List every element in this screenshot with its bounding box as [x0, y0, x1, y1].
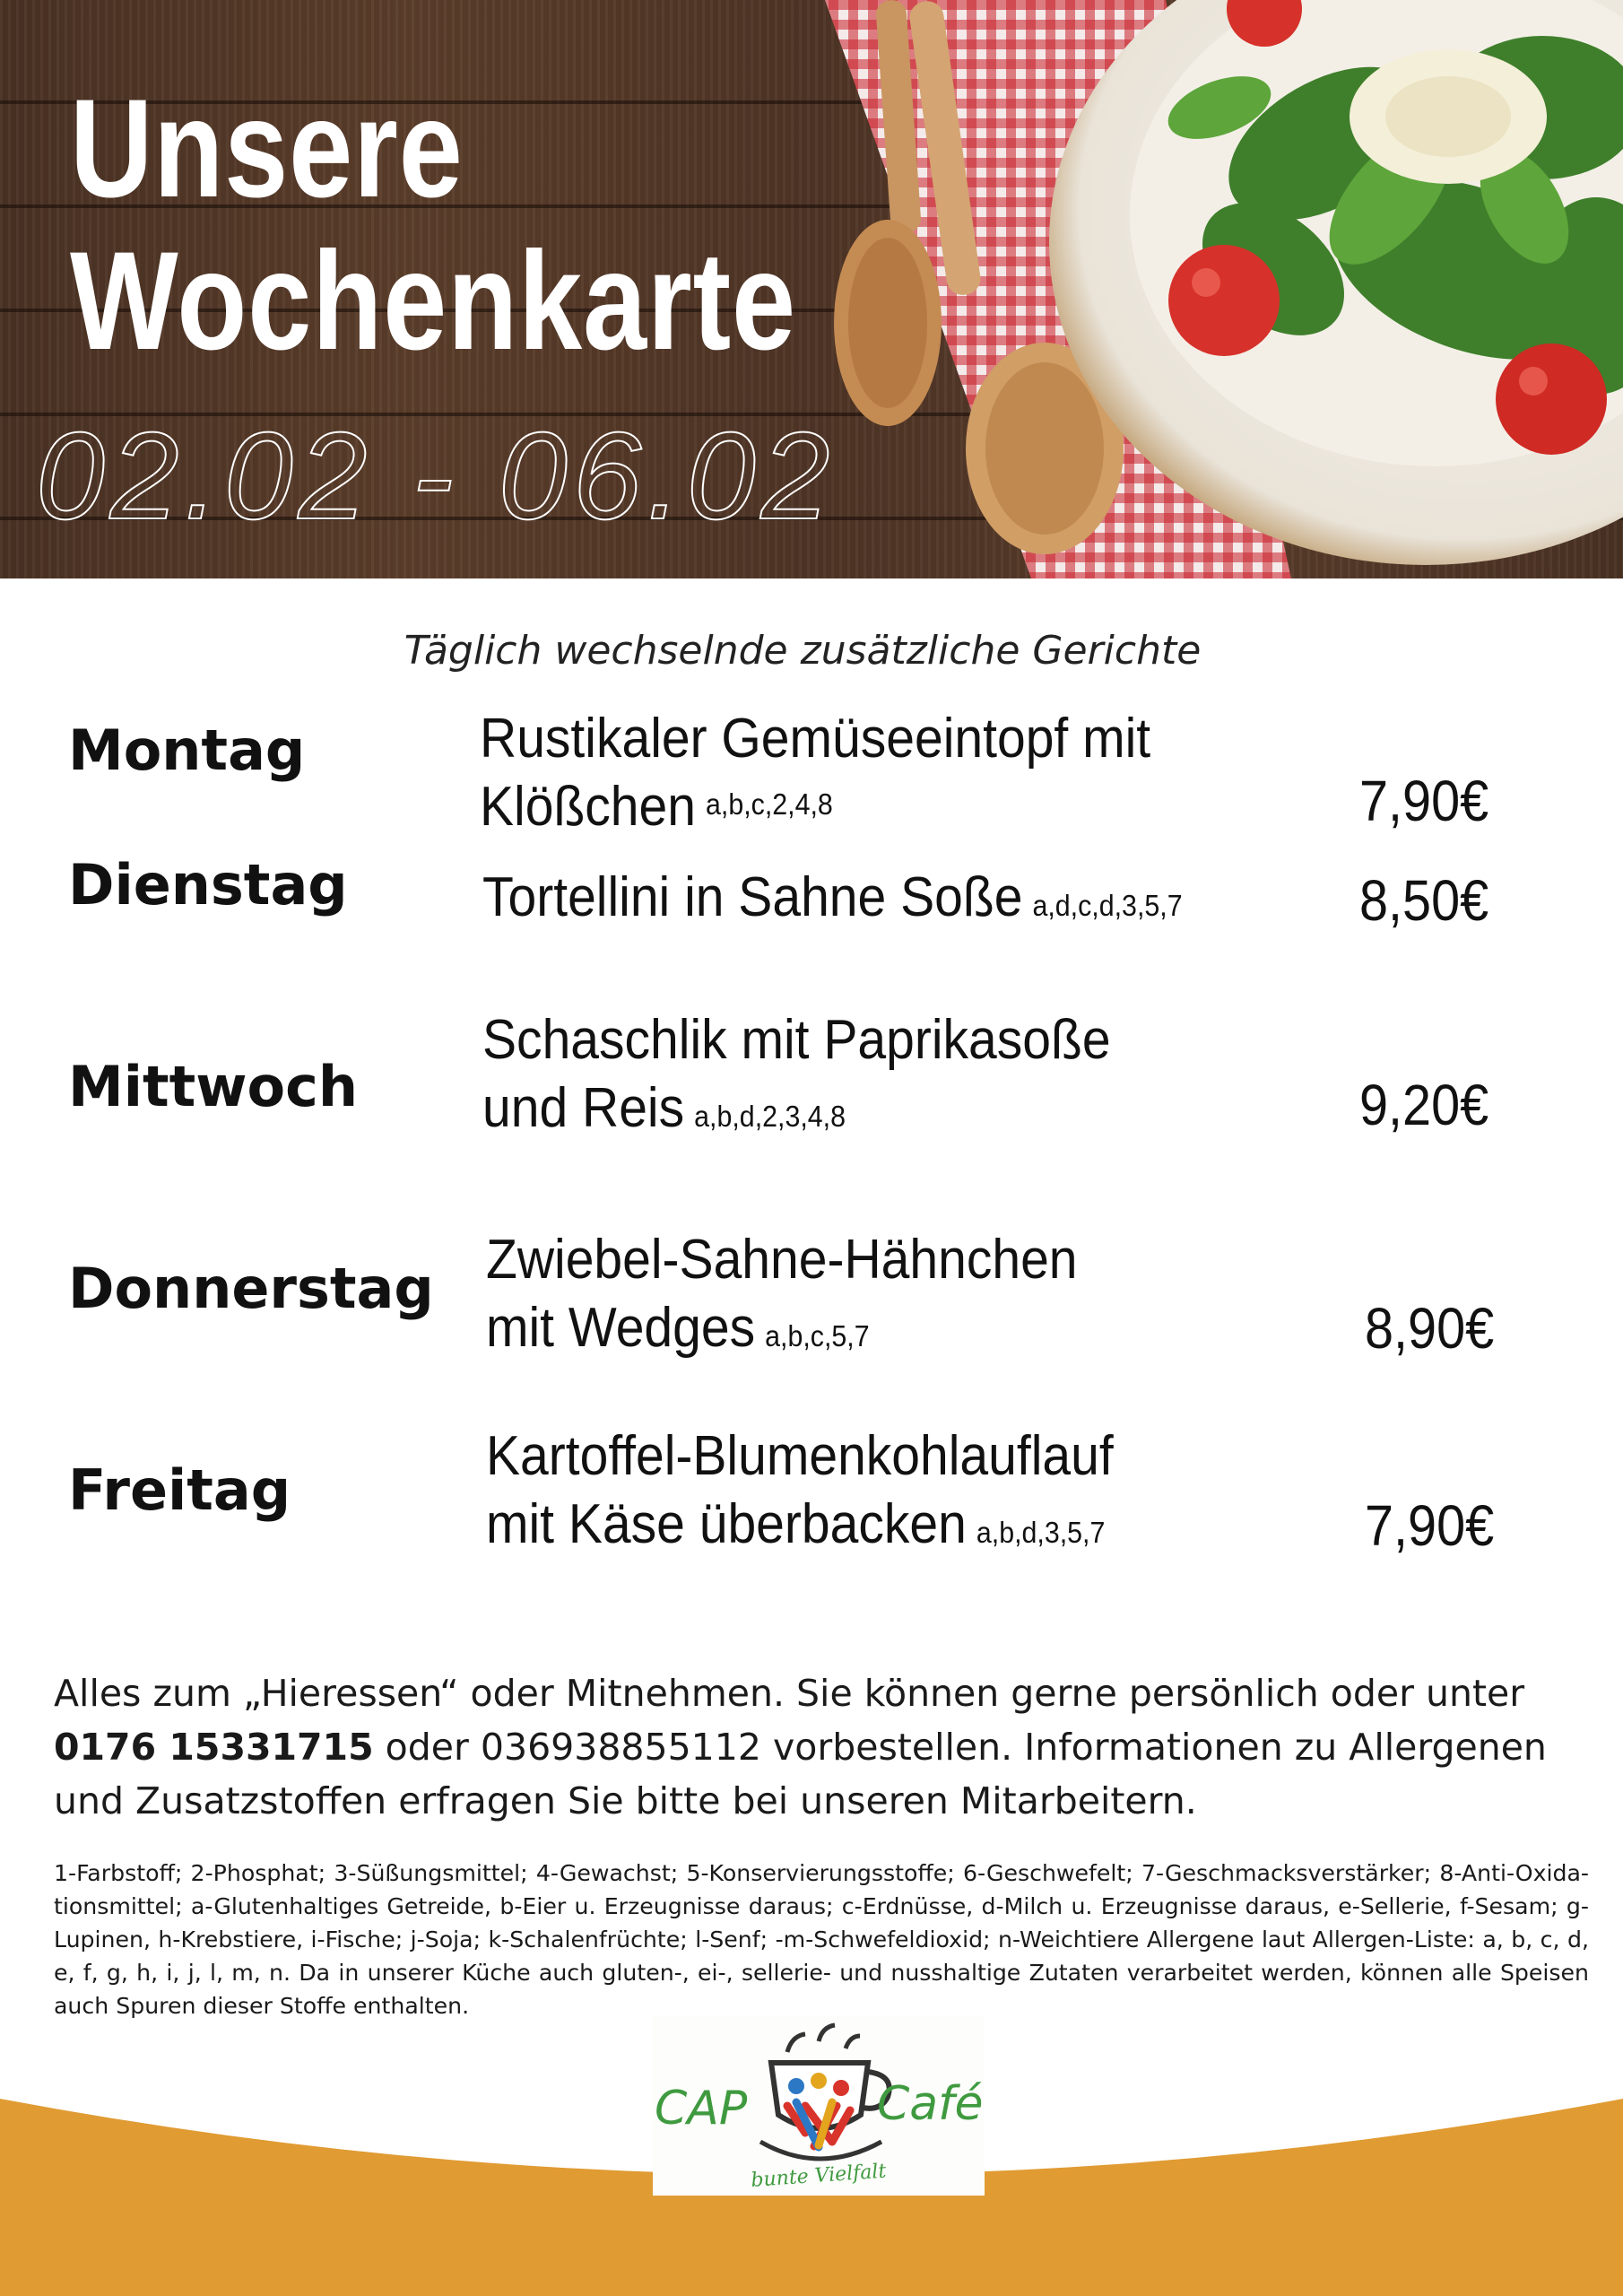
dish-thursday-line-1: Zwiebel-Sahne-Hähnchen: [486, 1229, 1078, 1291]
price-thursday: 8,90€: [1364, 1296, 1494, 1361]
logo-word-cap: CAP: [655, 2082, 748, 2135]
order-info-text-3: vorbestellen. Informationen zu Allergenen und Zusatzstoffen erfragen Sie bitte bei unseren Mitarbeitern.: [54, 1726, 1547, 1822]
day-thursday: Donnerstag: [68, 1256, 434, 1321]
dish-monday: [480, 705, 1150, 840]
dish-friday-line-1: Kartoffel-Blumenkohlauflauf: [486, 1425, 1114, 1487]
logo-word-cafe: Café: [877, 2077, 984, 2131]
dish-monday-line-2: Klößchen: [480, 775, 696, 838]
allergen-codes-friday: a,b,d,3,5,7: [976, 1515, 1106, 1549]
day-wednesday: Mittwoch: [68, 1054, 358, 1119]
dish-friday-line-2: mit Käse überbacken: [486, 1492, 967, 1555]
allergen-codes-monday: a,b,c,2,4,8: [706, 787, 833, 822]
dish-thursday-line-2: mit Wedges: [486, 1296, 756, 1359]
logo-mark: [653, 2016, 985, 2196]
price-tuesday: 8,50€: [1358, 868, 1488, 933]
logo-tagline: bunte Vielfalt: [750, 2160, 888, 2192]
week-dates: 02.02 - 06.02: [36, 407, 836, 545]
dish-tuesday-line-1: Tortellini in Sahne Soße: [482, 866, 1023, 928]
allergen-legend: 1-Farbstoff; 2-Phosphat; 3-Süßungsmittel; 4-Gewachst; 5-Konservierungsstoffe; 6-Geschwefelt; 7-Geschmacksverstärker; 8-Anti-Oxida-tionsmittel; a-Glutenhaltiges Getreide, b-Eier u. Erzeugnisse daraus; c-Erdnüsse, d-Milch u. Erzeugnisse daraus, e-Sellerie, f-Sesam; g-Lupinen, h-Krebstiere, i-Fische; j-Soja; k-Schalenfrüchte; l-Senf; -m-Schwefeldioxid; n-Weichtiere Allergene laut Allergen-Liste: a, b, c, d, e, f, g, h, i, j, l, m, n. Da in unserer Küche auch gluten-, ei-, sellerie- und nusshaltige Zutaten verarbeitet werden, können alle Speisen auch Spuren dieser Stoffe enthalten.: [54, 1860, 1589, 2019]
day-monday: Montag: [68, 718, 306, 783]
dish-friday: [486, 1422, 1114, 1558]
allergen-codes-thursday: a,b,c,5,7: [765, 1318, 870, 1352]
page-title-line-1: Unsere: [70, 71, 464, 227]
dish-wednesday: [482, 1006, 1111, 1142]
dish-monday-line-1: Rustikaler Gemüseeintopf mit: [480, 708, 1151, 770]
cap-cafe-logo: [653, 2016, 985, 2196]
order-info-text-2: oder: [385, 1726, 469, 1769]
dish-wednesday-line-2: und Reis: [482, 1076, 685, 1139]
page-title-line-2: Wochenkarte: [70, 223, 796, 379]
price-wednesday: 9,20€: [1358, 1073, 1488, 1137]
phone-number-landline: 036938855112: [480, 1726, 761, 1769]
order-info: [54, 1666, 1596, 1828]
allergen-codes-tuesday: a,d,c,d,3,5,7: [1032, 889, 1183, 922]
price-monday: 7,90€: [1358, 769, 1488, 833]
day-tuesday: Dienstag: [68, 852, 348, 918]
price-friday: 7,90€: [1364, 1493, 1494, 1558]
phone-number-mobile: 0176 15331715: [54, 1726, 374, 1769]
dish-tuesday: [482, 864, 1183, 932]
day-friday: Freitag: [68, 1457, 291, 1523]
coffee-cup-icon: [760, 2025, 890, 2159]
allergen-codes-wednesday: a,b,d,2,3,4,8: [694, 1099, 846, 1133]
dish-thursday: [486, 1226, 1078, 1361]
menu-subtitle: Täglich wechselnde zusätzliche Gerichte: [404, 628, 1202, 674]
dish-wednesday-line-1: Schaschlik mit Paprikasoße: [482, 1009, 1111, 1071]
order-info-text-1: Alles zum „Hieressen“ oder Mitnehmen. Sie können gerne persönlich oder unter: [54, 1672, 1525, 1715]
header-photo: [0, 0, 1623, 578]
